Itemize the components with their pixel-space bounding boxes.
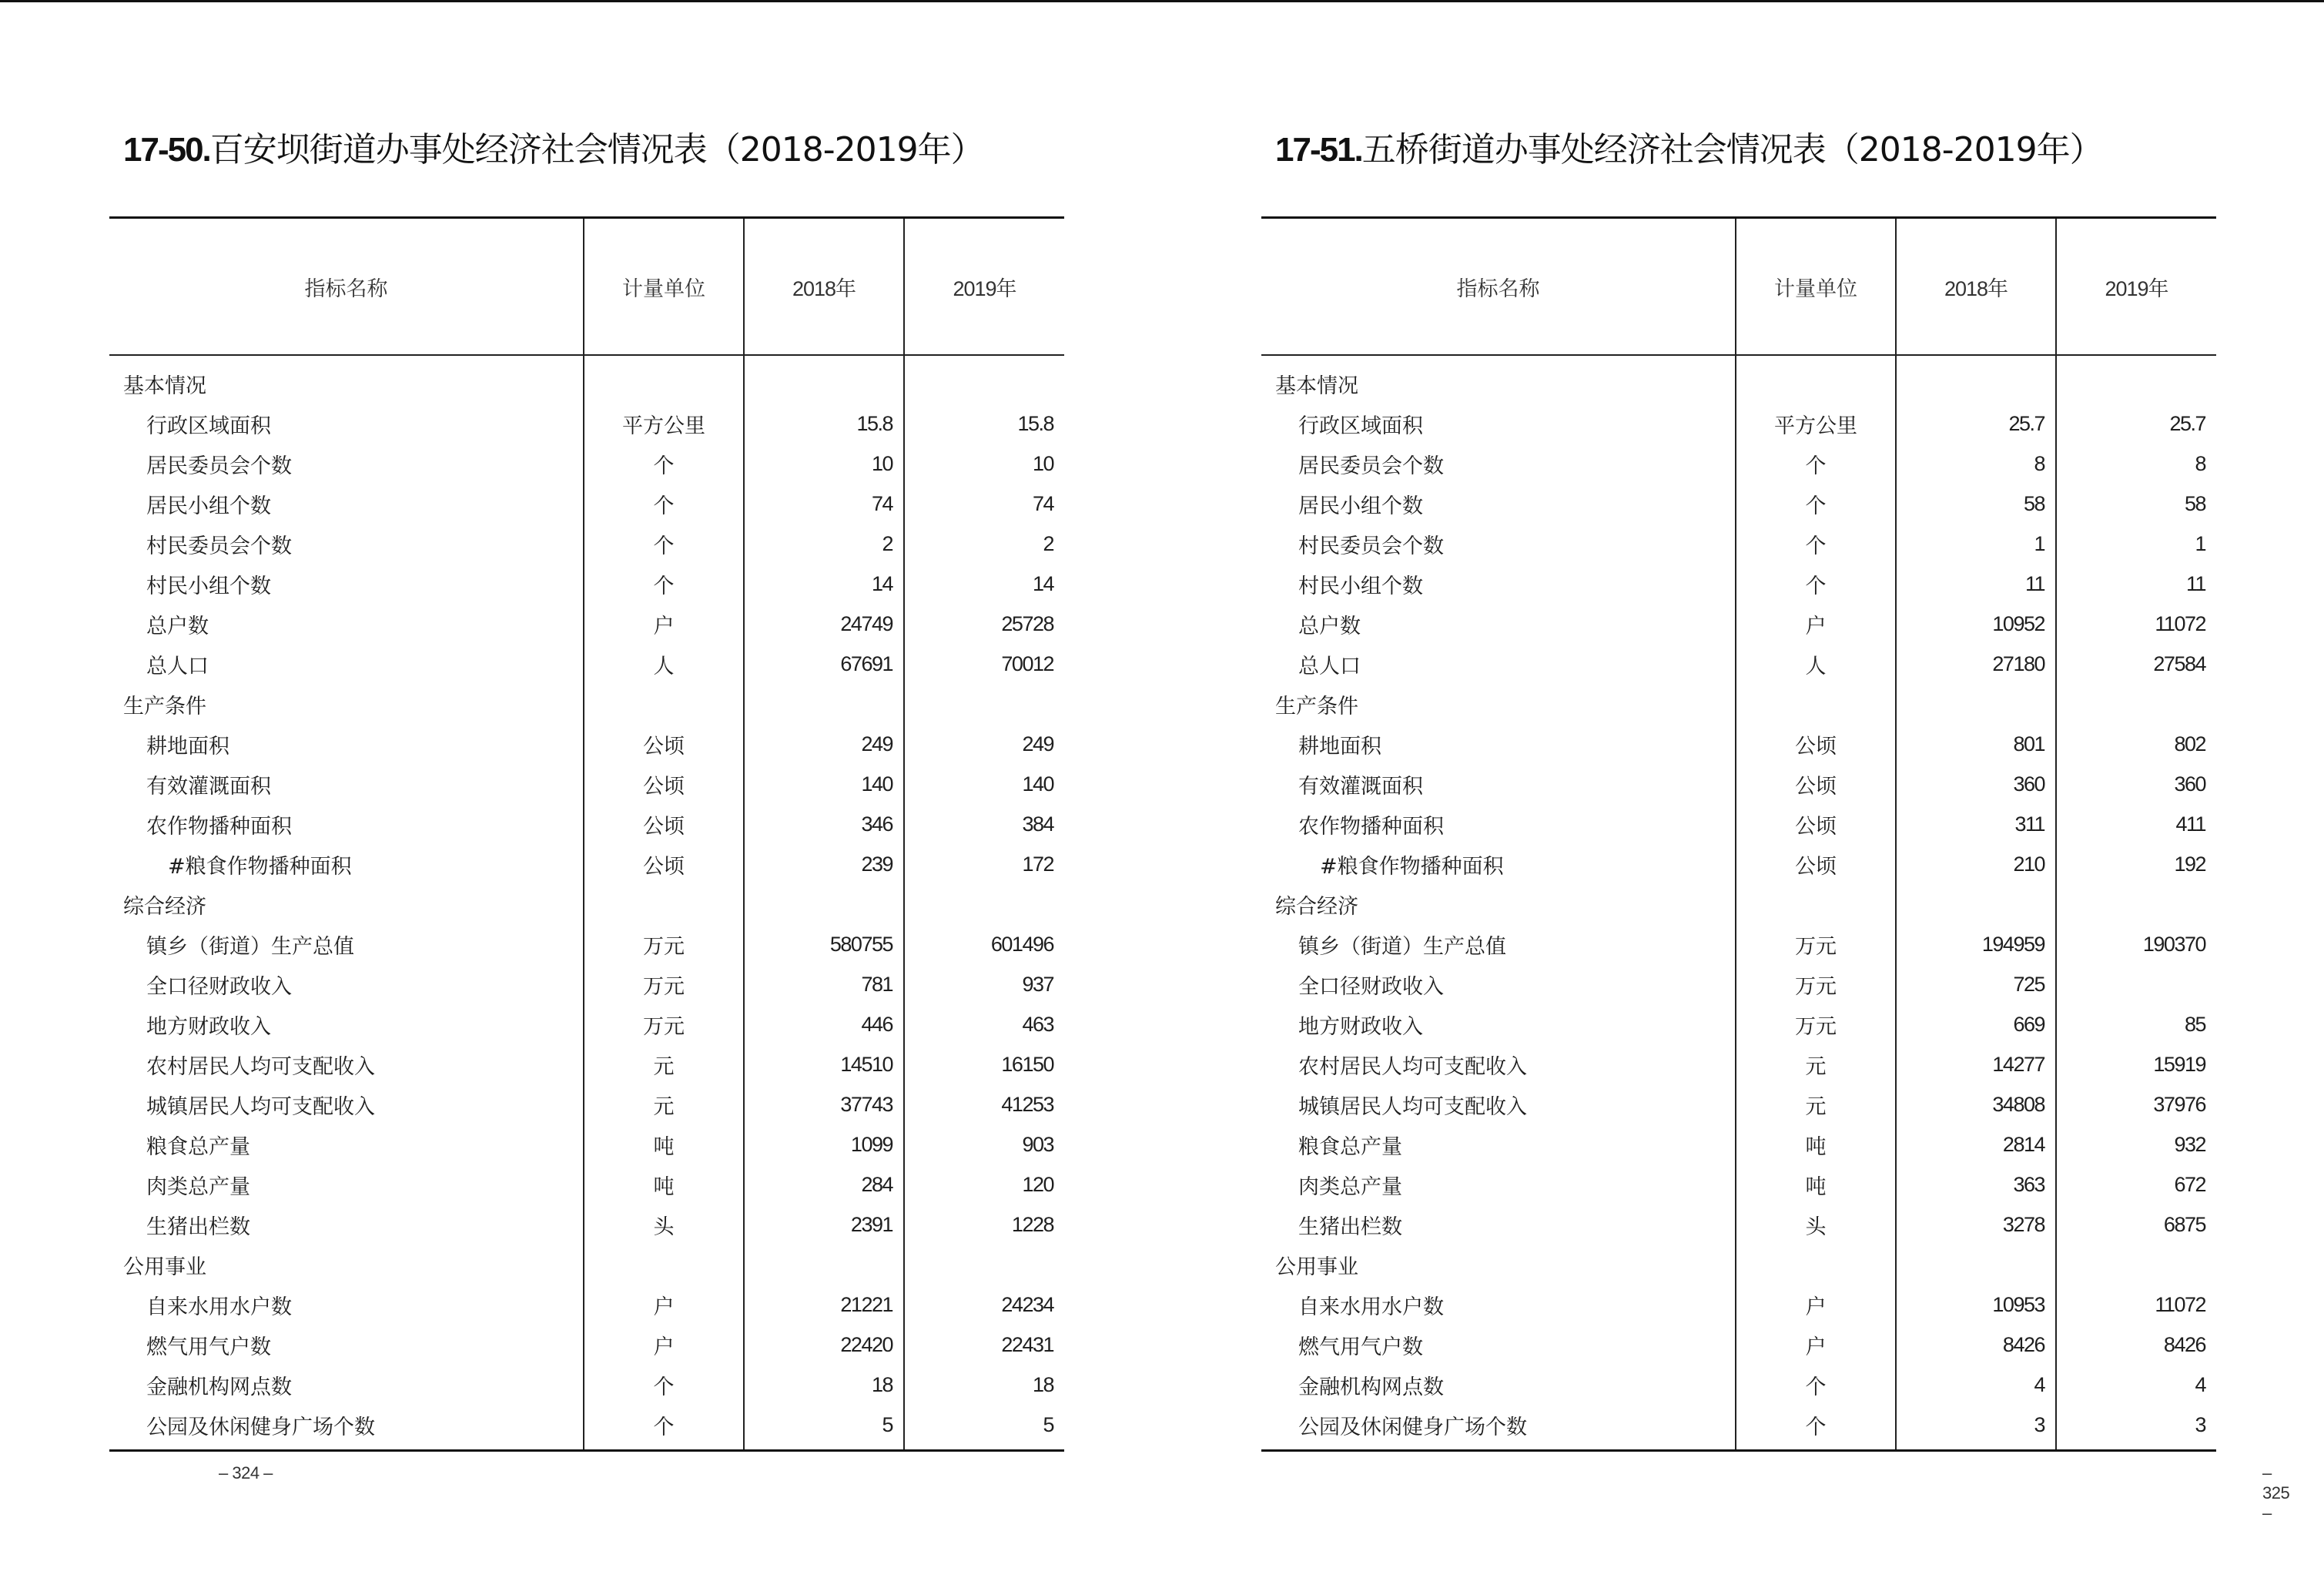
value-2019-cell: 903 (904, 1124, 1064, 1164)
unit-cell: 户 (1736, 1285, 1896, 1325)
section-row (1261, 884, 2216, 924)
indicator-name-cell: 地方财政收入 (1298, 1014, 1423, 1039)
indicator-name-cell: 村民委员会个数 (146, 534, 292, 558)
unit-cell: 人 (1736, 644, 1896, 684)
indicator-name-cell: 生产条件 (1275, 694, 1358, 719)
value-2019-cell (904, 1245, 1064, 1285)
value-2018-cell: 311 (1896, 804, 2056, 844)
value-2018-cell: 669 (1896, 1004, 2056, 1044)
unit-cell: 头 (584, 1204, 744, 1245)
value-2019-cell: 5 (904, 1405, 1064, 1451)
value-2019-cell: 120 (904, 1164, 1064, 1204)
table-row (1261, 724, 2216, 764)
unit-cell: 吨 (1736, 1164, 1896, 1204)
indicator-name-cell: 粮食总产量 (146, 1134, 250, 1159)
value-2019-cell (2056, 884, 2216, 924)
indicator-name-cell: #粮食作物播种面积 (1320, 854, 1504, 879)
value-2018-cell: 22420 (744, 1325, 904, 1365)
unit-cell: 公顷 (584, 844, 744, 884)
table-row (109, 1004, 1064, 1044)
value-2018-cell: 5 (744, 1405, 904, 1451)
table-row (1261, 644, 2216, 684)
unit-cell: 个 (584, 524, 744, 564)
unit-cell: 公顷 (584, 804, 744, 844)
table-row (109, 924, 1064, 964)
unit-cell: 元 (1736, 1044, 1896, 1084)
table-row (1261, 844, 2216, 884)
value-2018-cell: 725 (1896, 964, 2056, 1004)
value-2019-cell (904, 684, 1064, 724)
value-2018-cell: 34808 (1896, 1084, 2056, 1124)
header-2019: 2019年 (2056, 218, 2216, 356)
indicator-name-cell: #粮食作物播种面积 (168, 854, 352, 879)
table-row (1261, 1124, 2216, 1164)
indicator-name-cell: 基本情况 (1275, 374, 1358, 398)
table-row (1261, 1084, 2216, 1124)
unit-cell: 户 (1736, 604, 1896, 644)
indicator-name-cell: 农作物播种面积 (146, 814, 292, 839)
indicator-name-cell: 公用事业 (1275, 1255, 1358, 1279)
table-row (109, 1164, 1064, 1204)
value-2019-cell: 18 (904, 1365, 1064, 1405)
value-2018-cell: 58 (1896, 484, 2056, 524)
value-2019-cell: 22431 (904, 1325, 1064, 1365)
indicator-name-cell: 行政区域面积 (1298, 414, 1423, 438)
table-title-text: 百安坝街道办事处经济社会情况表（2018-2019年） (209, 130, 984, 169)
indicator-name-cell: 公园及休闲健身广场个数 (146, 1415, 375, 1439)
value-2018-cell: 25.7 (1896, 404, 2056, 444)
value-2019-cell: 172 (904, 844, 1064, 884)
table-row (109, 764, 1064, 804)
table-row (109, 604, 1064, 644)
unit-cell: 万元 (584, 964, 744, 1004)
section-row (1261, 684, 2216, 724)
value-2018-cell (1896, 355, 2056, 404)
unit-cell: 头 (1736, 1204, 1896, 1245)
value-2018-cell (744, 684, 904, 724)
value-2019-cell: 932 (2056, 1124, 2216, 1164)
indicator-name-cell: 行政区域面积 (146, 414, 271, 438)
table-row (109, 1044, 1064, 1084)
value-2018-cell: 801 (1896, 724, 2056, 764)
table-row (1261, 1365, 2216, 1405)
value-2018-cell (1896, 1245, 2056, 1285)
value-2019-cell: 15.8 (904, 404, 1064, 444)
section-row (109, 355, 1064, 404)
unit-cell: 个 (1736, 1365, 1896, 1405)
page-number: – 325 – (2262, 1463, 2290, 1523)
unit-cell: 个 (1736, 484, 1896, 524)
indicator-name-cell: 总人口 (1298, 654, 1361, 678)
unit-cell: 公顷 (584, 764, 744, 804)
table-row (1261, 1325, 2216, 1365)
table-row (109, 1124, 1064, 1164)
unit-cell: 吨 (584, 1124, 744, 1164)
value-2018-cell: 580755 (744, 924, 904, 964)
value-2018-cell (744, 884, 904, 924)
section-row (109, 684, 1064, 724)
table-row (109, 524, 1064, 564)
unit-cell: 元 (584, 1084, 744, 1124)
value-2018-cell: 363 (1896, 1164, 2056, 1204)
unit-cell: 公顷 (1736, 804, 1896, 844)
value-2018-cell: 8426 (1896, 1325, 2056, 1365)
value-2018-cell: 2391 (744, 1204, 904, 1245)
unit-cell: 元 (1736, 1084, 1896, 1124)
indicator-name-cell: 有效灌溉面积 (146, 774, 271, 799)
table-row (1261, 1004, 2216, 1044)
value-2018-cell: 67691 (744, 644, 904, 684)
indicator-name-cell: 公用事业 (123, 1255, 206, 1279)
table-row (1261, 804, 2216, 844)
unit-cell: 吨 (584, 1164, 744, 1204)
unit-cell: 户 (584, 1325, 744, 1365)
value-2019-cell: 411 (2056, 804, 2216, 844)
table-row (109, 1325, 1064, 1365)
value-2019-cell: 937 (904, 964, 1064, 1004)
value-2018-cell: 37743 (744, 1084, 904, 1124)
table-row (109, 804, 1064, 844)
section-row (109, 1245, 1064, 1285)
unit-cell: 个 (1736, 444, 1896, 484)
table-row (1261, 404, 2216, 444)
value-2019-cell: 8426 (2056, 1325, 2216, 1365)
indicator-name-cell: 耕地面积 (146, 734, 229, 759)
indicator-name-cell: 村民小组个数 (146, 574, 271, 598)
value-2019-cell (2056, 684, 2216, 724)
indicator-name-cell: 村民委员会个数 (1298, 534, 1444, 558)
unit-cell (1736, 684, 1896, 724)
indicator-name-cell: 总户数 (146, 614, 209, 638)
unit-cell: 个 (1736, 564, 1896, 604)
value-2019-cell: 190370 (2056, 924, 2216, 964)
value-2019-cell (2056, 964, 2216, 1004)
table-row (1261, 604, 2216, 644)
value-2019-cell (904, 884, 1064, 924)
unit-cell: 个 (584, 444, 744, 484)
value-2019-cell: 24234 (904, 1285, 1064, 1325)
value-2019-cell: 384 (904, 804, 1064, 844)
table-number: 17-50. (123, 131, 210, 169)
value-2018-cell (744, 1245, 904, 1285)
table-row (1261, 444, 2216, 484)
stats-table (1261, 216, 2216, 1452)
value-2018-cell: 2814 (1896, 1124, 2056, 1164)
value-2018-cell: 21221 (744, 1285, 904, 1325)
value-2019-cell: 11072 (2056, 1285, 2216, 1325)
value-2018-cell: 14277 (1896, 1044, 2056, 1084)
value-2019-cell: 360 (2056, 764, 2216, 804)
value-2018-cell: 781 (744, 964, 904, 1004)
indicator-name-cell: 金融机构网点数 (146, 1375, 292, 1399)
value-2019-cell: 25.7 (2056, 404, 2216, 444)
table-row (1261, 564, 2216, 604)
table-title-text: 五桥街道办事处经济社会情况表（2018-2019年） (1361, 130, 2103, 169)
value-2018-cell: 14510 (744, 1044, 904, 1084)
table-row (109, 444, 1064, 484)
value-2019-cell: 15919 (2056, 1044, 2216, 1084)
value-2018-cell: 18 (744, 1365, 904, 1405)
unit-cell (1736, 884, 1896, 924)
indicator-name-cell: 综合经济 (1275, 894, 1358, 919)
indicator-name-cell: 粮食总产量 (1298, 1134, 1402, 1159)
unit-cell: 个 (1736, 524, 1896, 564)
value-2019-cell: 249 (904, 724, 1064, 764)
header-2018: 2018年 (744, 218, 904, 356)
value-2018-cell (744, 355, 904, 404)
unit-cell: 万元 (1736, 964, 1896, 1004)
unit-cell (584, 684, 744, 724)
table-row (1261, 1285, 2216, 1325)
indicator-name-cell: 全口径财政收入 (146, 974, 292, 999)
value-2019-cell: 1228 (904, 1204, 1064, 1245)
table-row (1261, 924, 2216, 964)
value-2018-cell: 2 (744, 524, 904, 564)
table-row (1261, 1204, 2216, 1245)
header-unit: 计量单位 (584, 218, 744, 356)
value-2019-cell: 802 (2056, 724, 2216, 764)
indicator-name-cell: 总人口 (146, 654, 209, 678)
unit-cell: 元 (584, 1044, 744, 1084)
table-row (1261, 524, 2216, 564)
unit-cell: 公顷 (1736, 764, 1896, 804)
unit-cell: 户 (584, 1285, 744, 1325)
indicator-name-cell: 镇乡（街道）生产总值 (1298, 934, 1506, 959)
value-2018-cell: 346 (744, 804, 904, 844)
indicator-name-cell: 地方财政收入 (146, 1014, 271, 1039)
unit-cell: 公顷 (584, 724, 744, 764)
indicator-name-cell: 农村居民人均可支配收入 (146, 1054, 375, 1079)
value-2018-cell: 4 (1896, 1365, 2056, 1405)
table-row (109, 484, 1064, 524)
unit-cell: 户 (1736, 1325, 1896, 1365)
table-row (109, 1204, 1064, 1245)
header-2018: 2018年 (1896, 218, 2056, 356)
value-2018-cell: 446 (744, 1004, 904, 1044)
table-title (1275, 122, 2103, 171)
unit-cell: 平方公里 (584, 404, 744, 444)
value-2018-cell (1896, 884, 2056, 924)
value-2019-cell: 27584 (2056, 644, 2216, 684)
indicator-name-cell: 生猪出栏数 (146, 1214, 250, 1239)
table-header-row (109, 218, 1064, 356)
indicator-name-cell: 镇乡（街道）生产总值 (146, 934, 354, 959)
table-row (109, 1285, 1064, 1325)
table-row (1261, 764, 2216, 804)
table-row (1261, 964, 2216, 1004)
value-2019-cell: 2 (904, 524, 1064, 564)
table-row (109, 404, 1064, 444)
value-2019-cell: 4 (2056, 1365, 2216, 1405)
indicator-name-cell: 基本情况 (123, 374, 206, 398)
stats-table (109, 216, 1064, 1452)
value-2018-cell: 360 (1896, 764, 2056, 804)
table-row (109, 1084, 1064, 1124)
unit-cell: 吨 (1736, 1124, 1896, 1164)
indicator-name-cell: 生产条件 (123, 694, 206, 719)
indicator-name-cell: 自来水用水户数 (1298, 1295, 1444, 1319)
page-number: – 324 – (219, 1463, 273, 1482)
unit-cell: 个 (584, 484, 744, 524)
section-row (1261, 1245, 2216, 1285)
table-body (109, 355, 1064, 1451)
value-2018-cell: 140 (744, 764, 904, 804)
indicator-name-cell: 居民小组个数 (146, 494, 271, 518)
value-2018-cell: 14 (744, 564, 904, 604)
unit-cell (1736, 355, 1896, 404)
table-row (109, 724, 1064, 764)
value-2019-cell: 601496 (904, 924, 1064, 964)
value-2018-cell: 15.8 (744, 404, 904, 444)
unit-cell: 公顷 (1736, 844, 1896, 884)
header-unit: 计量单位 (1736, 218, 1896, 356)
value-2019-cell: 1 (2056, 524, 2216, 564)
value-2018-cell: 10 (744, 444, 904, 484)
table-row (109, 964, 1064, 1004)
value-2018-cell: 74 (744, 484, 904, 524)
unit-cell: 万元 (584, 924, 744, 964)
value-2019-cell: 41253 (904, 1084, 1064, 1124)
value-2018-cell: 210 (1896, 844, 2056, 884)
table-body (1261, 355, 2216, 1451)
unit-cell: 万元 (1736, 1004, 1896, 1044)
unit-cell: 万元 (1736, 924, 1896, 964)
indicator-name-cell: 居民委员会个数 (1298, 454, 1444, 478)
unit-cell: 个 (584, 1405, 744, 1451)
value-2018-cell: 194959 (1896, 924, 2056, 964)
unit-cell (1736, 1245, 1896, 1285)
value-2019-cell: 672 (2056, 1164, 2216, 1204)
table-row (109, 564, 1064, 604)
value-2019-cell (2056, 355, 2216, 404)
value-2019-cell: 74 (904, 484, 1064, 524)
right-page (1162, 0, 2324, 1588)
value-2018-cell: 3 (1896, 1405, 2056, 1451)
value-2019-cell: 37976 (2056, 1084, 2216, 1124)
value-2019-cell: 25728 (904, 604, 1064, 644)
unit-cell: 人 (584, 644, 744, 684)
header-2019: 2019年 (904, 218, 1064, 356)
unit-cell: 个 (1736, 1405, 1896, 1451)
table-row (109, 844, 1064, 884)
unit-cell (584, 355, 744, 404)
value-2018-cell (1896, 684, 2056, 724)
value-2019-cell: 463 (904, 1004, 1064, 1044)
indicator-name-cell: 农村居民人均可支配收入 (1298, 1054, 1527, 1079)
table-row (109, 644, 1064, 684)
unit-cell: 公顷 (1736, 724, 1896, 764)
unit-cell: 户 (584, 604, 744, 644)
value-2019-cell: 70012 (904, 644, 1064, 684)
value-2018-cell: 284 (744, 1164, 904, 1204)
table-row (109, 1405, 1064, 1451)
value-2019-cell: 11 (2056, 564, 2216, 604)
indicator-name-cell: 居民委员会个数 (146, 454, 292, 478)
value-2018-cell: 1099 (744, 1124, 904, 1164)
unit-cell: 个 (584, 1365, 744, 1405)
table-row (1261, 1164, 2216, 1204)
table-row (1261, 1405, 2216, 1451)
value-2019-cell: 10 (904, 444, 1064, 484)
table-number: 17-51. (1275, 131, 1362, 169)
unit-cell (584, 1245, 744, 1285)
indicator-name-cell: 燃气用气户数 (1298, 1335, 1423, 1359)
value-2018-cell: 3278 (1896, 1204, 2056, 1245)
value-2018-cell: 239 (744, 844, 904, 884)
indicator-name-cell: 公园及休闲健身广场个数 (1298, 1415, 1527, 1439)
table-title (123, 122, 984, 171)
value-2018-cell: 24749 (744, 604, 904, 644)
value-2019-cell: 6875 (2056, 1204, 2216, 1245)
value-2019-cell: 58 (2056, 484, 2216, 524)
unit-cell: 万元 (584, 1004, 744, 1044)
unit-cell (584, 884, 744, 924)
value-2019-cell (2056, 1245, 2216, 1285)
unit-cell: 平方公里 (1736, 404, 1896, 444)
table-header-row (1261, 218, 2216, 356)
indicator-name-cell: 城镇居民人均可支配收入 (146, 1094, 375, 1119)
indicator-name-cell: 农作物播种面积 (1298, 814, 1444, 839)
value-2019-cell: 8 (2056, 444, 2216, 484)
section-row (109, 884, 1064, 924)
unit-cell: 个 (584, 564, 744, 604)
indicator-name-cell: 金融机构网点数 (1298, 1375, 1444, 1399)
indicator-name-cell: 总户数 (1298, 614, 1361, 638)
section-row (1261, 355, 2216, 404)
table-row (1261, 1044, 2216, 1084)
indicator-name-cell: 综合经济 (123, 894, 206, 919)
value-2019-cell: 14 (904, 564, 1064, 604)
value-2019-cell: 3 (2056, 1405, 2216, 1451)
indicator-name-cell: 肉类总产量 (146, 1174, 250, 1199)
value-2019-cell (904, 355, 1064, 404)
value-2019-cell: 85 (2056, 1004, 2216, 1044)
value-2019-cell: 140 (904, 764, 1064, 804)
indicator-name-cell: 居民小组个数 (1298, 494, 1423, 518)
indicator-name-cell: 生猪出栏数 (1298, 1214, 1402, 1239)
header-indicator-name: 指标名称 (109, 218, 584, 356)
indicator-name-cell: 全口径财政收入 (1298, 974, 1444, 999)
value-2019-cell: 11072 (2056, 604, 2216, 644)
table-row (109, 1365, 1064, 1405)
value-2019-cell: 16150 (904, 1044, 1064, 1084)
value-2018-cell: 10953 (1896, 1285, 2056, 1325)
table-row (1261, 484, 2216, 524)
value-2018-cell: 11 (1896, 564, 2056, 604)
indicator-name-cell: 自来水用水户数 (146, 1295, 292, 1319)
indicator-name-cell: 肉类总产量 (1298, 1174, 1402, 1199)
indicator-name-cell: 耕地面积 (1298, 734, 1381, 759)
value-2018-cell: 27180 (1896, 644, 2056, 684)
indicator-name-cell: 燃气用气户数 (146, 1335, 271, 1359)
indicator-name-cell: 村民小组个数 (1298, 574, 1423, 598)
header-indicator-name: 指标名称 (1261, 218, 1736, 356)
indicator-name-cell: 有效灌溉面积 (1298, 774, 1423, 799)
indicator-name-cell: 城镇居民人均可支配收入 (1298, 1094, 1527, 1119)
value-2019-cell: 192 (2056, 844, 2216, 884)
value-2018-cell: 1 (1896, 524, 2056, 564)
value-2018-cell: 10952 (1896, 604, 2056, 644)
value-2018-cell: 249 (744, 724, 904, 764)
value-2018-cell: 8 (1896, 444, 2056, 484)
